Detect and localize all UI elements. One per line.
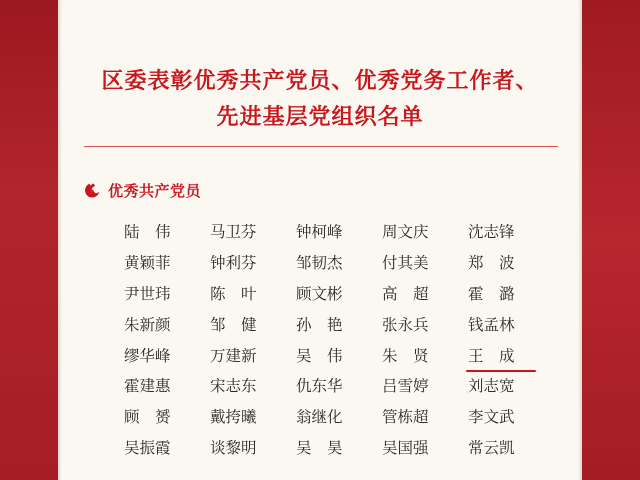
name-cell: 吴 昊 — [296, 438, 343, 457]
name-cell: 吴振霞 — [124, 438, 171, 457]
left-red-frame — [0, 0, 58, 480]
name-cell: 张永兵 — [382, 315, 429, 334]
name-cell: 黄颖菲 — [124, 254, 171, 273]
name-cell: 郑 波 — [468, 254, 515, 273]
name-cell: 陈 叶 — [210, 284, 257, 303]
section-title: 优秀共产党员 — [108, 181, 202, 200]
name-cell: 管栋超 — [382, 408, 429, 427]
name-row — [124, 432, 564, 463]
name-cell: 邹 健 — [210, 315, 257, 334]
highlighted-name-cell: 王 成 — [468, 344, 554, 366]
name-cell: 钟利芬 — [210, 254, 257, 273]
name-cell: 吴国强 — [382, 438, 429, 457]
name-row — [124, 339, 564, 370]
name-cell: 霍 潞 — [468, 284, 515, 303]
name-cell: 吕雪婷 — [382, 377, 429, 396]
document-page — [58, 0, 582, 480]
name-cell: 孙 艳 — [296, 315, 343, 334]
name-cell: 缪华峰 — [124, 346, 171, 365]
name-cell: 钟柯峰 — [296, 223, 343, 242]
hammer-and-sickle-icon — [84, 181, 102, 199]
name-cell: 钱孟林 — [468, 315, 515, 334]
name-cell: 朱 贤 — [382, 346, 429, 365]
name-cell: 谈黎明 — [210, 438, 257, 457]
name-cell: 马卫芬 — [210, 223, 257, 242]
name-cell: 刘志宽 — [468, 377, 515, 396]
name-cell: 宋志东 — [210, 377, 257, 396]
title-divider — [84, 146, 558, 147]
document-title-line-1: 区委表彰优秀共产党员、优秀党务工作者、 — [101, 68, 539, 94]
name-cell: 顾 赟 — [124, 408, 171, 427]
name-cell: 尹世玮 — [124, 284, 171, 303]
name-cell: 仇东华 — [296, 377, 343, 396]
name-cell: 周文庆 — [382, 223, 429, 242]
name-list — [124, 216, 564, 462]
name-cell: 邹韧杰 — [296, 254, 343, 273]
name-cell: 陆 伟 — [124, 223, 171, 242]
name-cell: 翁继化 — [296, 408, 343, 427]
name-cell: 常云凯 — [468, 438, 515, 457]
name-row — [124, 370, 564, 401]
name-cell: 戴挎曦 — [210, 408, 257, 427]
name-row — [124, 278, 564, 309]
name-row — [124, 247, 564, 278]
name-cell: 李文武 — [468, 408, 515, 427]
name-cell: 顾文彬 — [296, 284, 343, 303]
name-cell: 朱新颜 — [124, 315, 171, 334]
section-header — [84, 178, 201, 202]
name-row — [124, 216, 564, 247]
name-cell: 万建新 — [210, 346, 257, 365]
document-title-line-2: 先进基层党组织名单 — [216, 104, 424, 130]
name-cell: 付其美 — [382, 254, 429, 273]
right-red-frame — [582, 0, 640, 480]
name-cell: 沈志锋 — [468, 223, 515, 242]
name-cell: 高 超 — [382, 284, 429, 303]
name-cell: 吴 伟 — [296, 346, 343, 365]
name-cell: 霍建惠 — [124, 377, 171, 396]
name-row — [124, 401, 564, 432]
name-row — [124, 308, 564, 339]
